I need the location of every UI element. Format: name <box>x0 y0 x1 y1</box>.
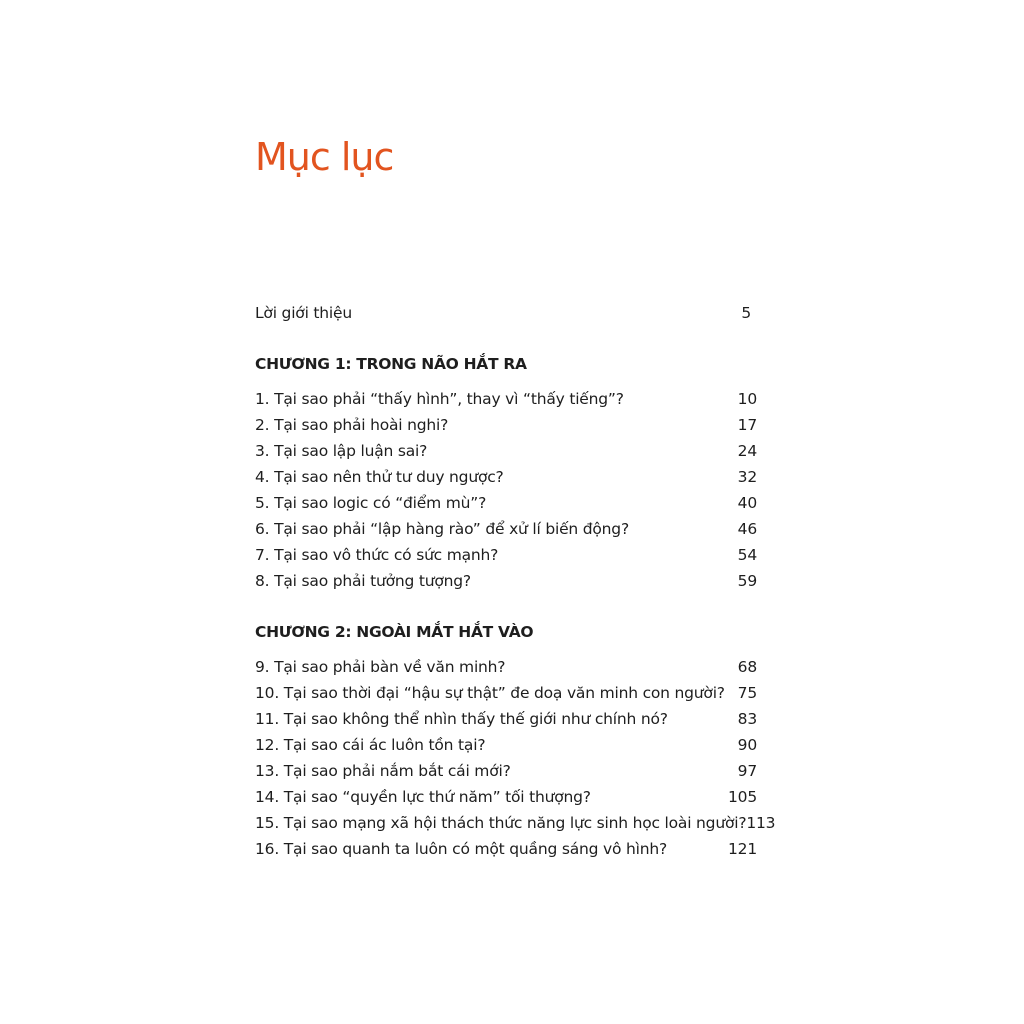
toc-entry-label: 5. Tại sao logic có “điểm mù”? <box>255 494 487 512</box>
toc-entry <box>255 464 757 490</box>
toc-entry-label: 4. Tại sao nên thử tư duy ngược? <box>255 468 504 486</box>
toc-entry-label: 7. Tại sao vô thức có sức mạnh? <box>255 546 499 564</box>
toc-entry-page: 83 <box>737 710 757 728</box>
toc-entry <box>255 836 757 862</box>
toc-entry <box>255 490 757 516</box>
toc-entry <box>255 784 757 810</box>
toc-entry-label: 1. Tại sao phải “thấy hình”, thay vì “thấy tiếng”? <box>255 390 624 408</box>
table-of-contents <box>255 300 776 862</box>
toc-entry <box>255 680 757 706</box>
toc-entry-page: 68 <box>737 658 757 676</box>
toc-entry <box>255 542 757 568</box>
toc-entry <box>255 758 757 784</box>
chapter-1-entries <box>255 386 757 594</box>
toc-entry-page: 40 <box>737 494 757 512</box>
toc-entry <box>255 706 757 732</box>
toc-entry-page: 54 <box>737 546 757 564</box>
toc-entry <box>255 810 776 836</box>
toc-entry <box>255 732 757 758</box>
toc-entry-page: 24 <box>737 442 757 460</box>
toc-entry-label: 10. Tại sao thời đại “hậu sự thật” đe doạ văn minh con người? <box>255 684 725 702</box>
toc-entry-page: 59 <box>737 572 757 590</box>
toc-entry-page: 10 <box>737 390 757 408</box>
toc-entry-page: 46 <box>737 520 757 538</box>
toc-entry-label: 11. Tại sao không thể nhìn thấy thế giới như chính nó? <box>255 710 668 728</box>
toc-entry-label: 14. Tại sao “quyền lực thứ năm” tối thượng? <box>255 788 591 806</box>
toc-entry-label: 15. Tại sao mạng xã hội thách thức năng lực sinh học loài người? <box>255 814 747 832</box>
section-spacer <box>255 594 757 619</box>
toc-entry-page: 75 <box>737 684 757 702</box>
toc-entry-label: 9. Tại sao phải bàn về văn minh? <box>255 658 506 676</box>
chapter-heading-2: CHƯƠNG 2: NGOÀI MẮT HẮT VÀO <box>255 623 534 641</box>
page-title: Mục lục <box>255 135 394 179</box>
toc-entry <box>255 438 757 464</box>
toc-entry-page: 97 <box>737 762 757 780</box>
toc-entry-page: 5 <box>741 304 751 322</box>
toc-entry-label: 6. Tại sao phải “lập hàng rào” để xử lí biến động? <box>255 520 629 538</box>
toc-entry-page: 105 <box>728 788 757 806</box>
toc-entry-page: 32 <box>737 468 757 486</box>
toc-entry <box>255 516 757 542</box>
toc-entry-intro <box>255 300 751 326</box>
toc-entry-label: 16. Tại sao quanh ta luôn có một quầng sáng vô hình? <box>255 840 667 858</box>
toc-entry <box>255 568 757 594</box>
toc-entry-label: Lời giới thiệu <box>255 304 352 322</box>
toc-entry <box>255 386 757 412</box>
toc-entry-label: 13. Tại sao phải nắm bắt cái mới? <box>255 762 511 780</box>
toc-entry-page: 113 <box>746 814 776 832</box>
toc-entry <box>255 412 757 438</box>
toc-entry-label: 8. Tại sao phải tưởng tượng? <box>255 572 471 590</box>
toc-entry-page: 90 <box>737 736 757 754</box>
toc-entry-page: 17 <box>737 416 757 434</box>
toc-entry-label: 2. Tại sao phải hoài nghi? <box>255 416 449 434</box>
toc-entry-label: 12. Tại sao cái ác luôn tồn tại? <box>255 736 486 754</box>
chapter-heading-1: CHƯƠNG 1: TRONG NÃO HẮT RA <box>255 355 527 373</box>
toc-entry <box>255 654 757 680</box>
toc-entry-page: 121 <box>728 840 757 858</box>
chapter-2-entries <box>255 654 776 862</box>
toc-entry-label: 3. Tại sao lập luận sai? <box>255 442 428 460</box>
